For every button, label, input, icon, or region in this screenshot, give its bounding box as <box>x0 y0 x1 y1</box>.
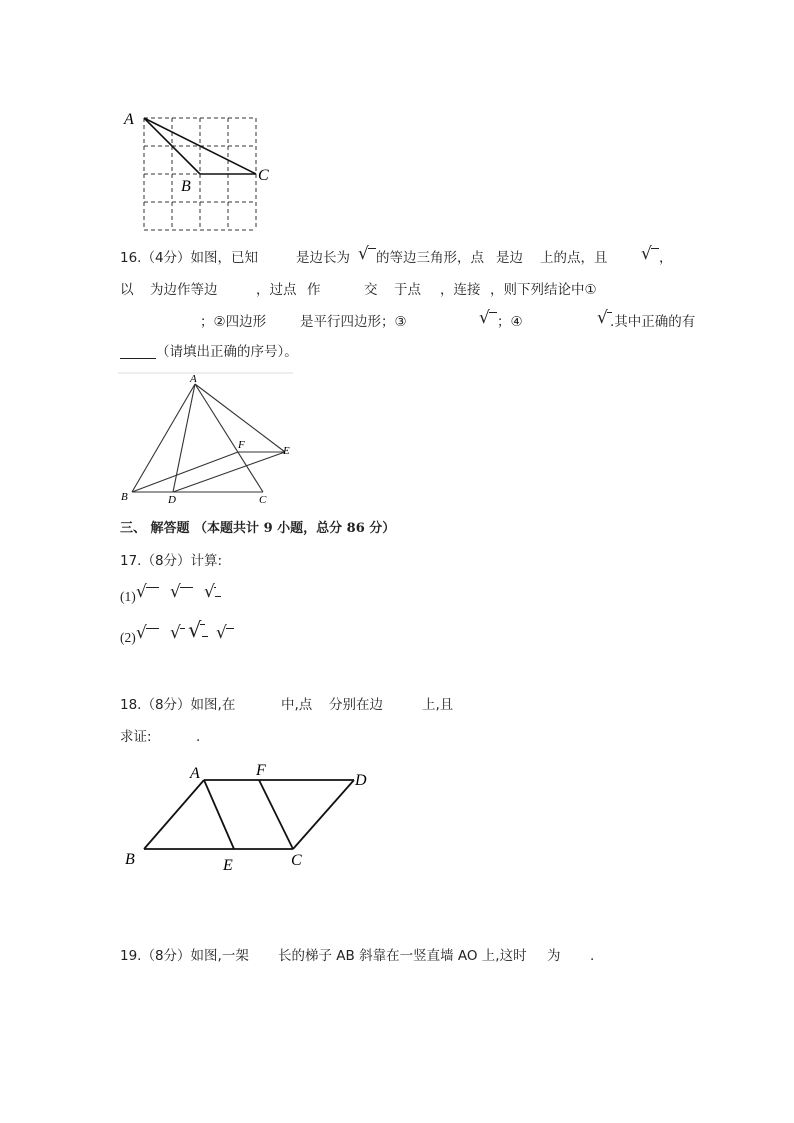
q16-text: （请填出正确的序号）。 <box>156 344 298 360</box>
label-c: C <box>291 852 302 869</box>
q16-text: 是边长为 <box>296 250 350 266</box>
q16-triangle-figure <box>118 370 298 510</box>
q19-text: 长的梯子 AB 斜靠在一竖直墙 AO 上,这时 <box>278 948 527 964</box>
q16-text: .其中正确的有 <box>610 314 696 330</box>
q18-parallelogram-figure <box>118 758 378 873</box>
label-f: F <box>238 439 245 451</box>
q16-text: 上的点，且 <box>540 250 608 266</box>
q16-text: ；②四边形 <box>200 314 267 330</box>
grid-triangle-figure <box>118 106 278 236</box>
q16-text: ， <box>659 250 673 266</box>
q16-text: 16.（4分）如图，已知 <box>120 250 259 266</box>
q16-text: ，过点 <box>256 282 297 298</box>
label-e: E <box>283 445 290 457</box>
sqrt-symbol: √ <box>216 623 227 643</box>
q16-text: ，连接 <box>440 282 481 298</box>
sqrt-symbol: √ <box>479 308 490 328</box>
q17-title: 17.（8分）计算: <box>120 553 223 569</box>
q16-text: 交 <box>364 282 378 298</box>
label-e: E <box>223 857 233 873</box>
sqrt-symbol: √ <box>170 623 181 643</box>
label-c: C <box>258 167 269 184</box>
label-a: A <box>190 373 197 385</box>
sqrt-symbol: √ <box>358 244 369 264</box>
sqrt-symbol: √ <box>136 582 147 602</box>
answer-blank[interactable] <box>120 344 156 359</box>
label-d: D <box>355 772 367 789</box>
q16-text: 是平行四边形；③ <box>300 314 407 330</box>
sqrt-symbol: √ <box>641 244 652 264</box>
q18-text: 分别在边 <box>329 697 383 713</box>
sqrt-symbol: √ <box>188 618 202 642</box>
label-b: B <box>181 178 191 195</box>
fraction-bar <box>202 636 208 637</box>
label-d: D <box>168 494 176 506</box>
q18-text: 上,且 <box>422 697 454 713</box>
q19-text: 为 <box>547 948 561 964</box>
fraction-bar <box>215 596 221 597</box>
sqrt-symbol: √ <box>204 582 215 602</box>
label-b: B <box>125 851 135 868</box>
q19-text: 19.（8分）如图,一架 <box>120 948 249 964</box>
section-heading: 三、 解答题 （本题共计 9 小题，总分 86 分） <box>120 521 396 536</box>
label-f: F <box>256 762 266 779</box>
q18-text: 求证: <box>120 729 152 745</box>
label-a: A <box>190 765 200 782</box>
q16-text: 是边 <box>496 250 523 266</box>
label-c: C <box>259 494 267 506</box>
q18-text: 18.（8分）如图,在 <box>120 697 236 713</box>
q16-text: ；④ <box>497 314 523 330</box>
q18-text: . <box>196 729 201 745</box>
q16-text: ，则下列结论中① <box>490 282 597 298</box>
q16-text: 于点 <box>394 282 421 298</box>
q16-text: 以 <box>120 282 134 298</box>
label-b: B <box>121 491 128 503</box>
q17-part1-label: (1) <box>120 589 136 604</box>
sqrt-symbol: √ <box>136 623 147 643</box>
q17-part2-label: (2) <box>120 630 136 645</box>
sqrt-symbol: √ <box>170 582 181 602</box>
label-a: A <box>124 111 134 128</box>
q16-text: 为边作等边 <box>150 282 218 298</box>
sqrt-symbol: √ <box>597 308 608 328</box>
q16-text: 作 <box>307 282 321 298</box>
q16-text: 的等边三角形，点 <box>376 250 484 266</box>
q19-text: . <box>590 948 595 964</box>
q18-text: 中,点 <box>281 697 313 713</box>
